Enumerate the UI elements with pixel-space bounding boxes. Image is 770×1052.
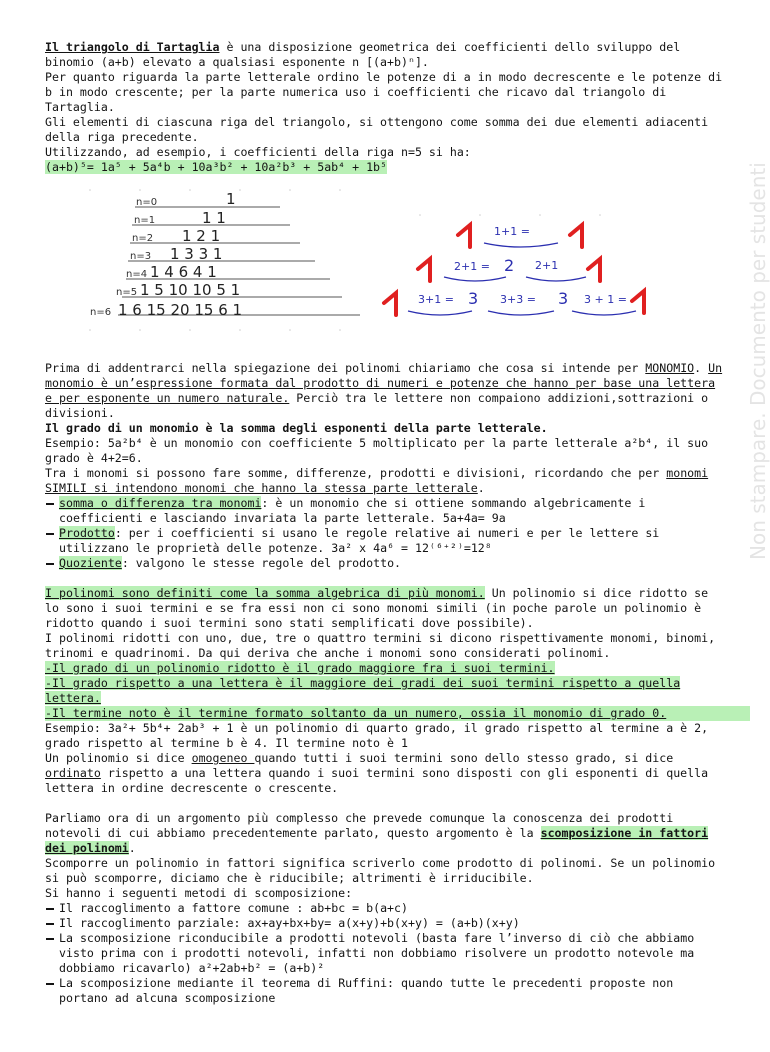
bullet-prodotto: Prodotto: per i coefficienti si usano le regole relative ai numeri e per le lettere si utilizzano le proprietà delle potenze. 3a² x 4a⁶ = 12⁽⁶⁺²⁾=12⁸ — [45, 526, 725, 556]
bullet-quoziente: Quoziente: valgono le stesse regole del prodotto. — [45, 556, 725, 571]
sum-r2c: 2+1 — [535, 259, 559, 272]
row-label-0: n=0 — [136, 197, 158, 208]
sum-r3e: 3 + 1 = — [584, 293, 627, 306]
row-label-3: n=3 — [130, 251, 152, 262]
method-notable-products: La scomposizione riconducibile a prodotti notevoli (basta fare l’inverso di ciò che abbiamo visto prima con i prodotti notevoli, infatti non dobbiamo risolvere un prodotto notevole ma dobbiamo ricavarlo) a²+2ab+b² = (a+b)² — [45, 931, 725, 976]
sum-r3b: 3 — [468, 289, 479, 308]
intro-paragraph-2: Per quanto riguarda la parte letterale ordino le potenze di a in modo decrescente e le potenze di b in modo crescente; per la parte numerica uso i coefficienti che ricavo dal triangolo di Tartaglia. — [45, 70, 723, 114]
row-values-0: 1 — [226, 190, 236, 208]
scomposizione-paragraph-2: Scomporre un polinomio in fattori significa scriverlo come prodotto di polinomi. Se un polinomio si può scomporre, diciamo che è riducibile; altrimenti è irriducibile. — [45, 856, 716, 885]
similar-monomials-definition: monomi SIMILI si intendono monomi che hanno la stessa parte letterale — [45, 466, 709, 495]
monomio-example: Esempio: 5a²b⁴ è un monomio con coefficiente 5 moltiplicato per la parte letterale a²b⁴, il suo grado è 4+2=6. — [45, 436, 709, 465]
method-common-factor: Il raccoglimento a fattore comune : ab+bc = b(a+c) — [45, 901, 725, 916]
monomio-term: MONOMIO — [645, 361, 695, 375]
row-values-2: 1 2 1 — [182, 227, 221, 245]
sum-r2a: 2+1 = — [454, 260, 490, 273]
monomio-definition: Un monomio è un’espressione formata dal prodotto di numeri e potenze che hanno per base una lettera e per esponente un numero naturale. — [45, 361, 723, 405]
method-ruffini: La scomposizione mediante il teorema di Ruffini: quando tutte le precedenti proposte non portano ad alcuna scomposizione — [45, 976, 725, 1006]
monomio-degree-rule: Il grado di un monomio è la somma degli esponenti della parte letterale. — [45, 421, 548, 435]
intro-paragraph-3: Gli elementi di ciascuna riga del triangolo, si ottengono come somma dei due elementi adiacenti della riga precedente. — [45, 115, 709, 144]
polinomio-omogeneo: Un polinomio si dice omogeneo quando tutti i suoi termini sono dello stesso grado, si dice ordinato rispetto a una lettera quando i suoi termini sono disposti con gli esponenti di quella lettera in ordine decrescente o crescente. — [45, 751, 709, 795]
row-label-4: n=4 — [126, 269, 148, 280]
watermark: Non stampare. Documento per studenti — [746, 162, 770, 560]
scomposizione-term: scomposizione in fattori dei polinomi — [45, 826, 709, 855]
sum-r3c: 3+3 = — [500, 293, 536, 306]
scomposizione-methods-intro: Si hanno i seguenti metodi di scomposizione: — [45, 886, 353, 900]
polinomio-paragraph-2: I polinomi ridotti con uno, due, tre o quattro termini si dicono rispettivamente monomi, binomi, trinomi e quadrinomi. Da qui deriva che anche i monomi sono considerati polinomi. — [45, 631, 716, 660]
row-values-1: 1 1 — [202, 209, 226, 227]
red-one-r3-left — [384, 293, 396, 315]
sum-r3d: 3 — [558, 289, 569, 308]
row-sums — [418, 225, 627, 308]
polinomio-example: Esempio: 3a²+ 5b⁴+ 2ab³ + 1 è un polinomio di quarto grado, il grado rispetto al termine a è 2, grado rispetto al termine b è 4. Il termine noto è 1 — [45, 721, 709, 750]
polinomio-known-term-rule: -Il termine noto è il termine formato soltanto da un numero, ossia il monomio di grado 0. — [45, 706, 750, 721]
intro-paragraph-4: Utilizzando, ad esempio, i coefficienti della riga n=5 si ha: — [45, 145, 471, 159]
tartaglia-title: Il triangolo di Tartaglia — [45, 40, 220, 54]
row-values-5: 1 5 10 10 5 1 — [140, 281, 241, 299]
sum-r1: 1+1 = — [494, 225, 530, 238]
red-one-r1-left — [458, 225, 470, 247]
bullet-somma: somma o differenza tra monomi: è un monomio che si ottiene sommando algebricamente i coefficienti e lasciando invariata la parte letterale. 5a+4a= 9a — [45, 496, 725, 526]
red-one-r2-left — [418, 259, 430, 281]
red-one-r2-right — [588, 259, 600, 281]
row-label-5: n=5 — [116, 287, 138, 298]
polinomio-paragraph: I polinomi sono definiti come la somma algebrica di più monomi. Un polinomio si dice ridotto se lo sono i suoi termini e se fra essi non ci sono monomi simili (in poche parole un polinomio è ridotto quando i suoi termini sono stati semplificati dove possibile). — [45, 586, 709, 630]
method-partial: Il raccoglimento parziale: ax+ay+bx+by= a(x+y)+b(x+y) = (a+b)(x+y) — [45, 916, 725, 931]
scomposizione-paragraph: Parliamo ora di un argomento più complesso che prevede comunque la conoscenza dei prodotti notevoli di cui abbiamo precedentemente parlato, questo argomento è la scomposizione in fattori dei polinomi. — [45, 811, 709, 855]
intro-paragraph: Il triangolo di Tartaglia è una disposizione geometrica dei coefficienti dello sviluppo del binomio (a+b) elevato a qualsiasi esponente n [(a+b)ⁿ]. — [45, 40, 681, 69]
binomial-formula: (a+b)⁵= 1a⁵ + 5a⁴b + 10a³b² + 10a²b³ + 5ab⁴ + 1b⁵ — [45, 160, 388, 174]
sum-r3a: 3+1 = — [418, 293, 454, 306]
row-values-6: 1 6 15 20 15 6 1 — [118, 301, 243, 319]
row-label-2: n=2 — [132, 233, 154, 244]
tartaglia-triangle-sketch — [80, 185, 660, 335]
sum-r2b: 2 — [504, 256, 515, 275]
red-one-r1-right — [570, 225, 582, 247]
row-label-1: n=1 — [134, 215, 156, 226]
row-values-3: 1 3 3 1 — [170, 245, 223, 263]
red-one-r3-right — [632, 291, 644, 313]
row-labels — [90, 197, 157, 318]
row-values-4: 1 4 6 4 1 — [150, 263, 217, 281]
monomio-operations: Tra i monomi si possono fare somme, differenze, prodotti e divisioni, ricordando che per monomi SIMILI si intendono monomi che hanno la stessa parte letterale. — [45, 466, 709, 495]
polinomio-degree-rule: -Il grado di un polinomio ridotto è il grado maggiore fra i suoi termini. — [45, 661, 555, 675]
polinomio-definition: I polinomi sono definiti come la somma algebrica di più monomi. — [45, 586, 485, 600]
polinomio-letter-degree-rule: -Il grado rispetto a una lettera è il maggiore dei gradi dei suoi termini rispetto a quella lettera. — [45, 676, 681, 705]
row-label-6: n=6 — [90, 307, 112, 318]
monomio-paragraph: Prima di addentrarci nella spiegazione dei polinomi chiariamo che cosa si intende per MONOMIO. Un monomio è un’espressione formata dal prodotto di numeri e potenze che hanno per base una lettera e per esponente un numero naturale. Perciò tra le lettere non compaiono addizioni,sottrazioni o divisioni. — [45, 361, 723, 420]
